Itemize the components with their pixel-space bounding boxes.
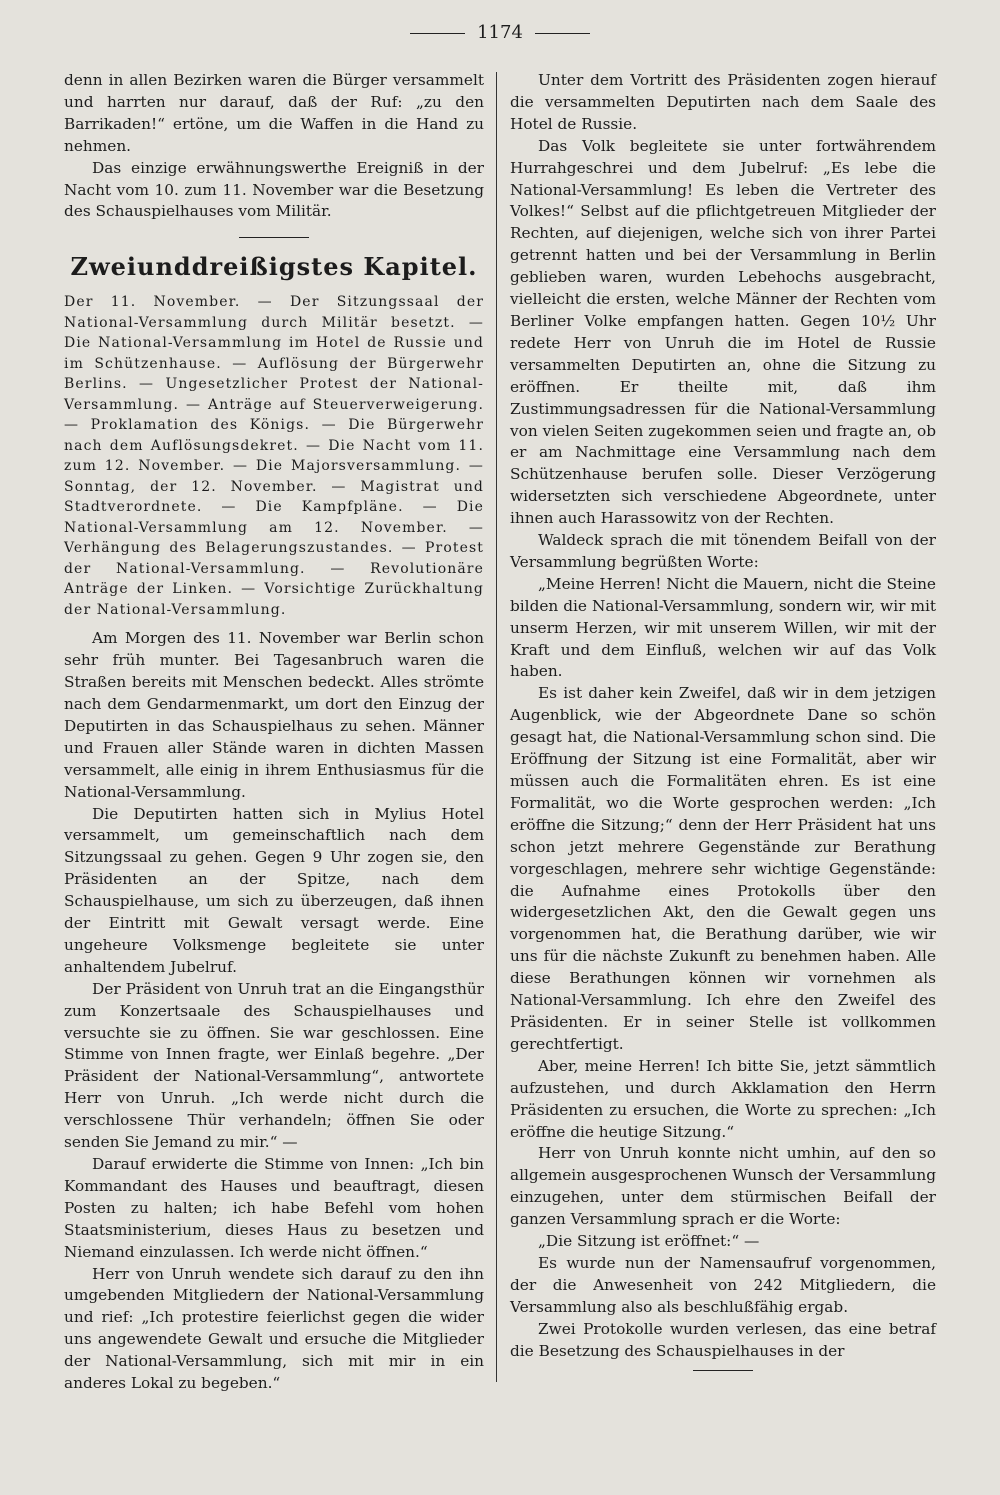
right-paragraph: „Die Sitzung ist eröffnet:“ —	[538, 1232, 760, 1251]
right-paragraph: Unter dem Vortritt des Präsidenten zogen hierauf die versammelten Deputirten nach dem Saale des Hotel de Russie.	[510, 71, 936, 133]
page-number: 1174	[477, 22, 523, 43]
left-paragraph: denn in allen Bezirken waren die Bürger versammelt und harrten nur darauf, daß der Ruf: „zu den Barrikaden!“ ertöne, um die Waffen in die Hand zu nehmen.	[64, 71, 484, 155]
left-paragraph: Der Präsident von Unruh trat an die Eingangsthür zum Konzertsaale des Schauspielhauses und versuchte sie zu öffnen. Sie war geschlossen. Eine Stimme von Innen fragte, wer Einlaß begehre. „Der Präsident der National-Versammlung“, antwortete Herr von Unruh. „Ich werde nicht durch die verschlossene Thür verhandeln; öffnen Sie oder senden Sie Jemand zu mir.“ —	[64, 979, 484, 1152]
page-header	[0, 22, 1000, 43]
right-paragraph: Das Volk begleitete sie unter fortwährendem Hurrahgeschrei und dem Jubelruf: „Es lebe die National-Versammlung! Es leben die Vertreter des Volkes!“ Selbst auf die pflichtgetreuen Mitglieder der Rechten, auf diejenigen, welche sich von ihrer Partei getrennt hatten und bei der Versammlung in Berlin geblieben waren, wurden Lebehochs ausgebracht, vielleicht die ersten, welche Männer der Rechten vom Berliner Volke empfangen hatten. Gegen 10½ Uhr redete Herr von Unruh die im Hotel de Russie versammelten Deputirten an, ohne die Sitzung zu eröffnen. Er theilte mit, daß ihm Zustimmungsadressen für die National-Versammlung von vielen Seiten zugekommen seien und fragte an, ob er am Nachmittage eine Versammlung nach dem Schützenhause berufen solle. Dieser Verzögerung widersetzten sich verschiedene Abgeordnete, unter ihnen auch Harassowitz von der Rechten.	[510, 136, 936, 528]
chapter-summary: Der 11. November. — Der Sitzungssaal der National-Versammlung durch Militär besetzt. — Die National-Versammlung im Hotel de Russie und im Schützenhause. — Auflösung der Bürgerwehr Berlins. — Ungesetzlicher Protest der National-Versammlung. — Anträge auf Steuerverweigerung. — Proklamation des Königs. — Die Bürgerwehr nach dem Auflösungsdekret. — Die Nacht vom 11. zum 12. November. — Die Majorsversammlung. — Sonntag, der 12. November. — Magistrat und Stadtverordnete. — Die Kampfpläne. — Die National-Versammlung am 12. November. — Verhängung des Belagerungszustandes. — Protest der National-Versammlung. — Revolutionäre Anträge der Linken. — Vorsichtige Zurückhaltung der National-Versammlung.	[64, 294, 484, 618]
right-paragraph: Es wurde nun der Namensaufruf vorgenommen, der die Anwesenheit von 242 Mitgliedern, die Versammlung also als beschlußfähig ergab.	[510, 1253, 936, 1316]
right-paragraph: Waldeck sprach die mit tönendem Beifall von der Versammlung begrüßten Worte:	[510, 531, 936, 571]
chapter-title: Zweiunddreißigstes Kapitel.	[70, 252, 478, 282]
speech-paragraph: Aber, meine Herren! Ich bitte Sie, jetzt sämmtlich aufzustehen, und durch Akklamation den Herrn Präsidenten zu ersuchen, die Worte zu sprechen: „Ich eröffne die heutige Sitzung.“	[510, 1056, 936, 1141]
left-paragraph: Darauf erwiderte die Stimme von Innen: „Ich bin Kommandant des Hauses und beauftragt, diesen Posten zu halten; ich habe Befehl vom hohen Staatsministerium, dieses Haus zu besetzen und Niemand einzulassen. Ich werde nicht öffnen.“	[64, 1155, 484, 1261]
left-paragraph: Das einzige erwähnungswerthe Ereigniß in der Nacht vom 10. zum 11. November war die Besetzung des Schauspielhauses vom Militär.	[64, 158, 484, 221]
section-divider	[239, 237, 309, 238]
left-paragraph: Die Deputirten hatten sich in Mylius Hotel versammelt, um gemeinschaftlich nach dem Sitzungssaal zu gehen. Gegen 9 Uhr zogen sie, den Präsidenten an der Spitze, nach dem Schauspielhause, um sich zu überzeugen, daß ihnen der Eintritt mit Gewalt versagt werde. Eine ungeheure Volksmenge begleitete sie unter anhaltendem Jubelruf.	[64, 804, 484, 976]
speech-paragraph: Es ist daher kein Zweifel, daß wir in dem jetzigen Augenblick, wie der Abgeordnete Dane so schön gesagt hat, die National-Versammlung schon sind. Die Eröffnung der Sitzung ist eine Formalität, aber wir müssen auch die Formalitäten ehren. Es ist eine Formalität, wo die Worte gesprochen werden: „Ich eröffne die Sitzung;“ denn der Herr Präsident hat uns schon jetzt mehrere Gegenstände zur Berathung vorgeschlagen, mehrere sehr wichtige Gegenstände: die Aufnahme eines Protokolls über den widergesetzlichen Akt, den die Gewalt gegen uns vorgenommen hat, die Berathung darüber, wie wir uns für die nächste Zukunft zu benehmen haben. Alle diese Berathungen können wir vornehmen als National-Versammlung. Ich ehre den Zweifel des Präsidenten. Er in seiner Stelle ist vollkommen gerechtfertigt.	[510, 684, 936, 1053]
left-paragraph: Am Morgen des 11. November war Berlin schon sehr früh munter. Bei Tagesanbruch waren die Straßen bereits mit Menschen bedeckt. Alles strömte nach dem Gendarmenmarkt, um dort den Einzug der Deputirten in das Schauspielhaus zu sehen. Männer und Frauen aller Stände waren in dichten Massen versammelt, alle einig in ihrem Enthusiasmus für die National-Versammlung.	[64, 629, 484, 801]
left-column	[64, 70, 484, 1395]
speech-paragraph: „Meine Herren! Nicht die Mauern, nicht die Steine bilden die National-Versammlung, sondern wir, wir mit unserm Herzen, wir mit unserem Willen, wir mit der Kraft und dem Einfluß, welchen wir auf das Volk haben.	[510, 574, 936, 681]
footer-rule	[693, 1370, 753, 1371]
right-column	[510, 70, 936, 1371]
left-paragraph: Herr von Unruh wendete sich darauf zu den ihn umgebenden Mitgliedern der National-Versammlung und rief: „Ich protestire feierlichst gegen die wider uns angewendete Gewalt und ersuche die Mitglieder der National-Versammlung, sich mit mir in ein anderes Lokal zu begeben.“	[64, 1264, 484, 1393]
header-rule-right	[535, 33, 590, 34]
header-rule-left	[410, 33, 465, 34]
right-paragraph: Herr von Unruh konnte nicht umhin, auf den so allgemein ausgesprochenen Wunsch der Versammlung einzugehen, unter dem stürmischen Beifall der ganzen Versammlung sprach er die Worte:	[510, 1144, 936, 1229]
right-paragraph: Zwei Protokolle wurden verlesen, das eine betraf die Besetzung des Schauspielhauses in der	[510, 1319, 936, 1360]
column-divider	[496, 72, 497, 1382]
